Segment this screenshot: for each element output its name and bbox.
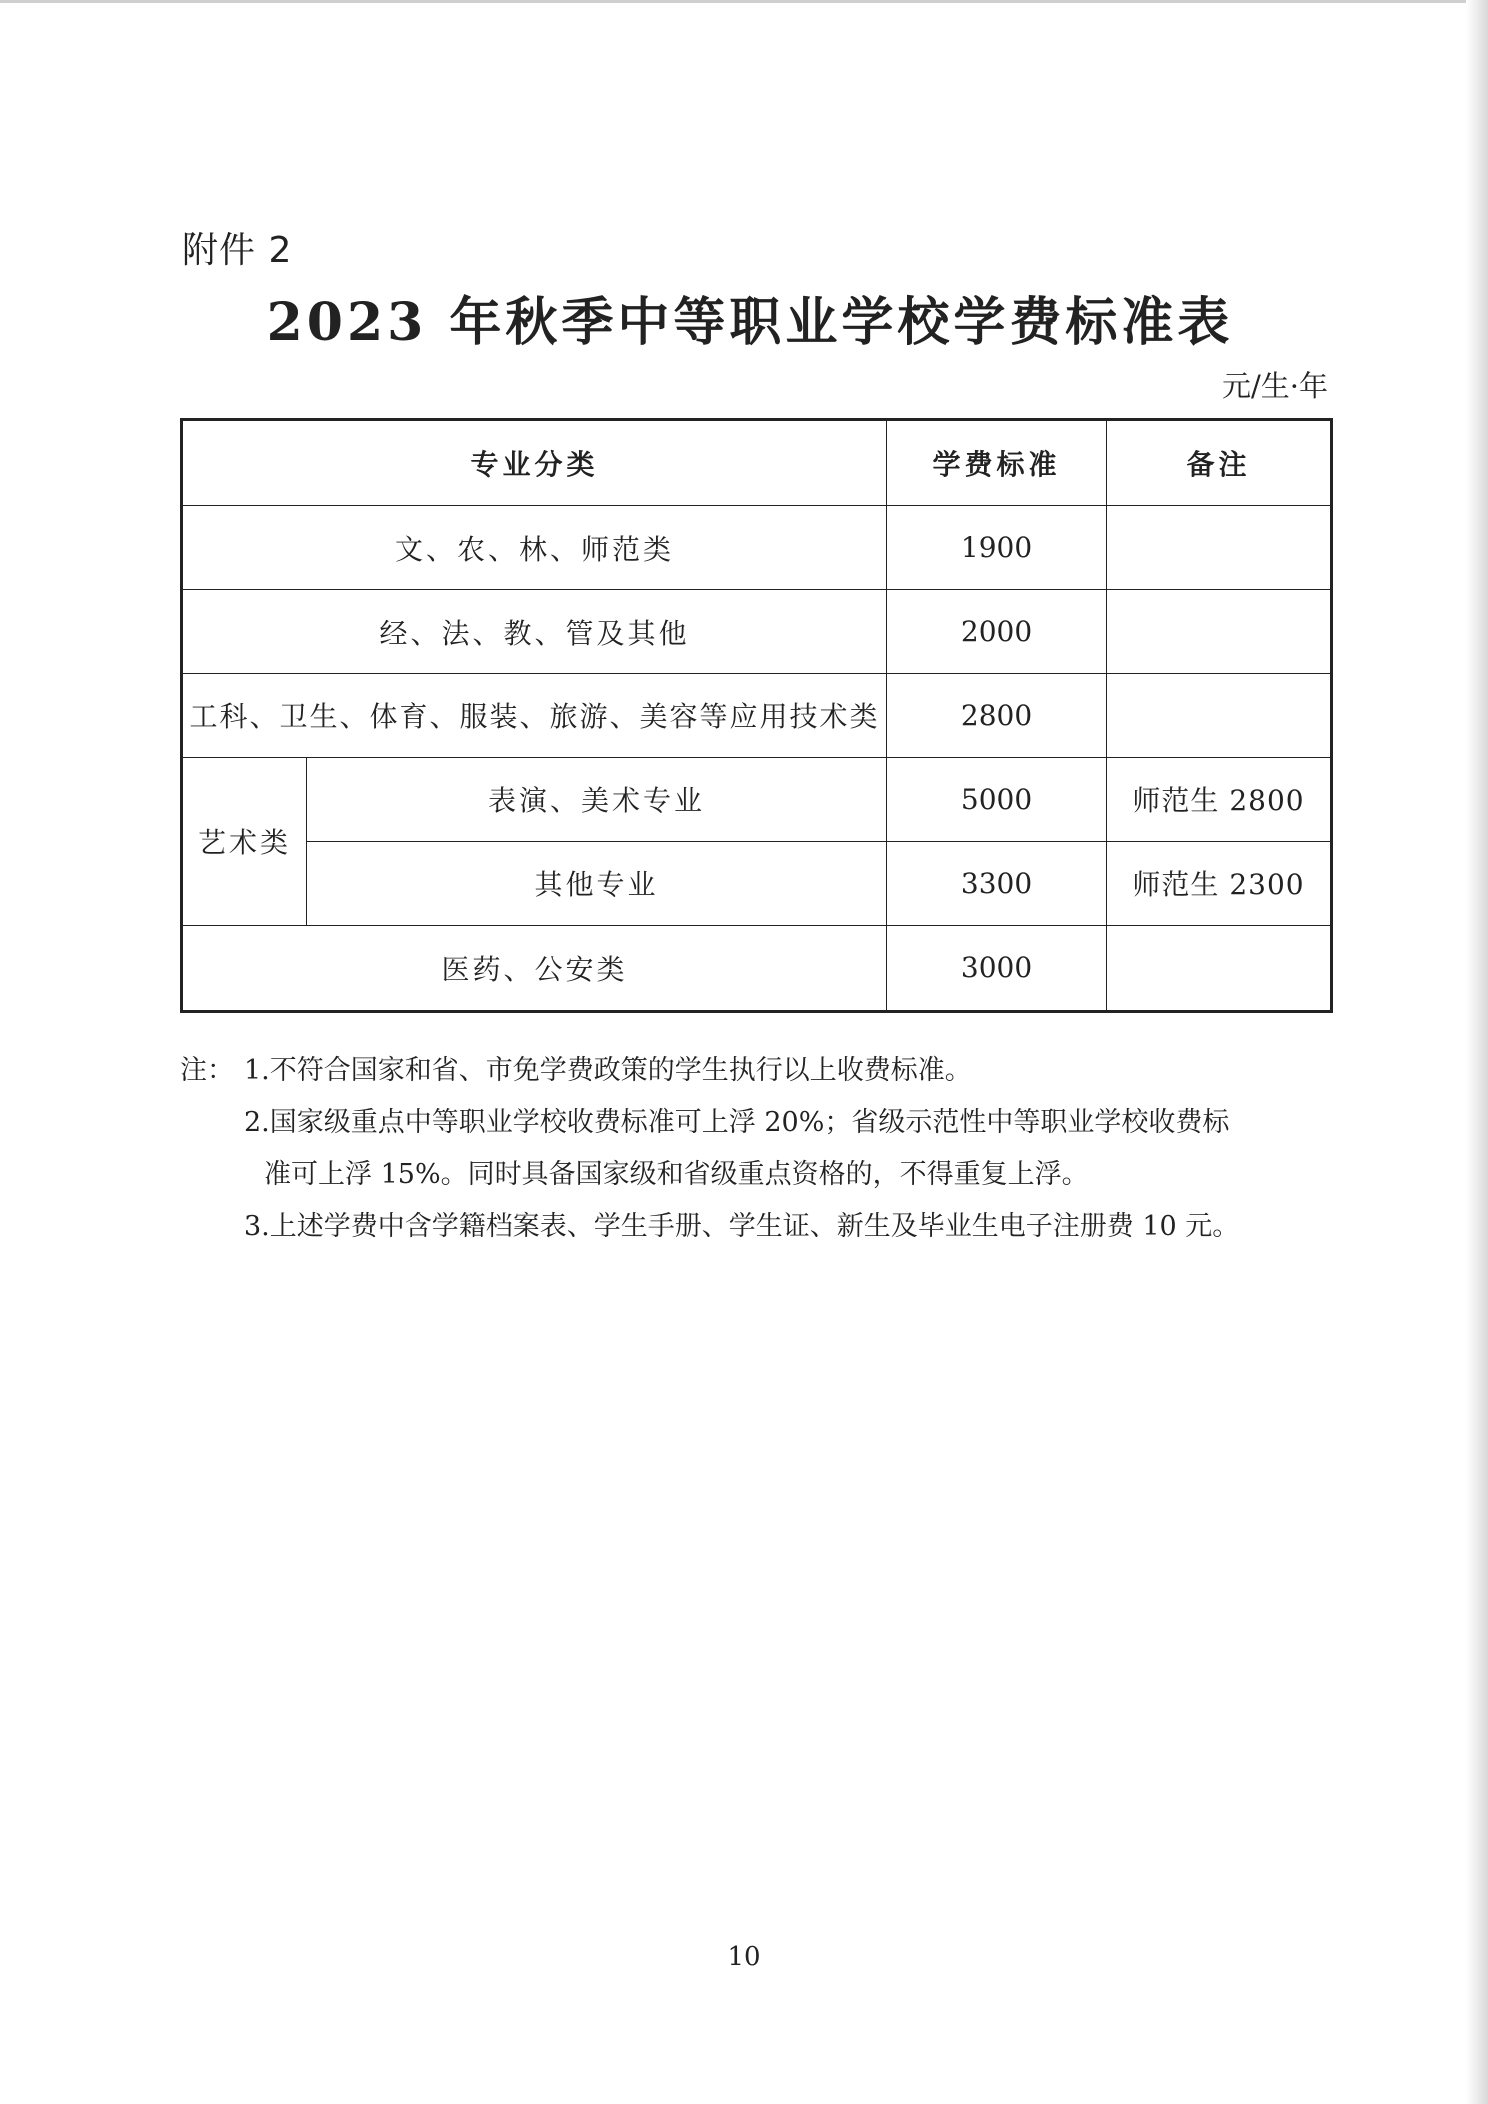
row-remark: [1107, 590, 1332, 674]
table-row: [182, 674, 1332, 758]
attachment-label: 附件 2: [182, 230, 293, 271]
unit-label: 元/生·年: [1222, 369, 1328, 403]
header-category: 专业分类: [182, 420, 887, 506]
table-row: [182, 841, 1332, 925]
table-row: [182, 757, 1332, 841]
note-text: 3.上述学费中含学籍档案表、学生手册、学生证、新生及毕业生电子注册费 10 元。: [244, 1211, 1240, 1242]
note-line: [180, 1045, 1330, 1097]
table-header-row: [182, 420, 1332, 506]
row-remark: [1107, 925, 1332, 1011]
header-fee: 学费标准: [887, 420, 1107, 506]
row-category: 表演、美术专业: [307, 757, 887, 841]
row-fee: 2000: [887, 590, 1107, 674]
table-row: [182, 925, 1332, 1011]
note-text: 准可上浮 15%。同时具备国家级和省级重点资格的，不得重复上浮。: [264, 1159, 1089, 1190]
page-number: 10: [727, 1942, 761, 1972]
row-category: 其他专业: [307, 841, 887, 925]
row-remark: 师范生 2800: [1107, 757, 1332, 841]
notes-section: [180, 1045, 1330, 1253]
scan-edge-top: [0, 0, 1488, 3]
row-fee: 5000: [887, 757, 1107, 841]
row-category: 文、农、林、师范类: [182, 506, 887, 590]
note-line: [180, 1149, 1330, 1201]
note-line: [180, 1097, 1330, 1149]
row-fee: 3300: [887, 841, 1107, 925]
row-fee: 3000: [887, 925, 1107, 1011]
row-category: 工科、卫生、体育、服装、旅游、美容等应用技术类: [182, 674, 887, 758]
row-remark: [1107, 506, 1332, 590]
note-line: [180, 1201, 1330, 1253]
fee-table: [180, 418, 1333, 1013]
row-remark: 师范生 2300: [1107, 841, 1332, 925]
scan-edge-right: [1466, 0, 1488, 2104]
row-category: 经、法、教、管及其他: [182, 590, 887, 674]
note-text: 1.不符合国家和省、市免学费政策的学生执行以上收费标准。: [244, 1055, 972, 1086]
note-text: 2.国家级重点中等职业学校收费标准可上浮 20%；省级示范性中等职业学校收费标: [244, 1107, 1230, 1138]
row-fee: 2800: [887, 674, 1107, 758]
row-category: 医药、公安类: [182, 925, 887, 1011]
table-row: [182, 506, 1332, 590]
header-remark: 备注: [1107, 420, 1332, 506]
row-fee: 1900: [887, 506, 1107, 590]
notes-label: 注：: [180, 1055, 234, 1086]
row-remark: [1107, 674, 1332, 758]
page-title: 2023 年秋季中等职业学校学费标准表: [266, 292, 1234, 353]
table-row: [182, 590, 1332, 674]
art-group-label: 艺术类: [182, 757, 307, 925]
